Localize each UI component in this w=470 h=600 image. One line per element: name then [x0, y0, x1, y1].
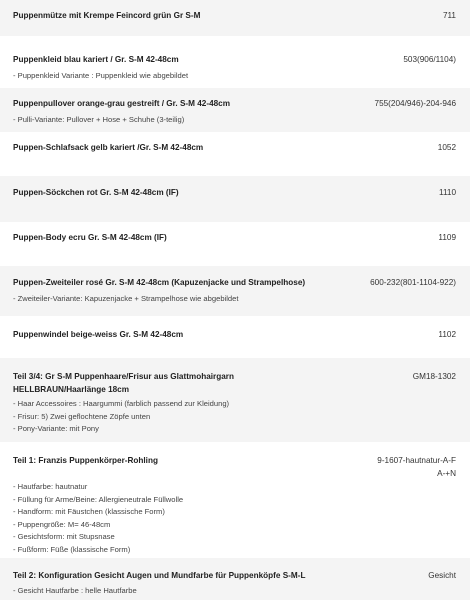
list-item: [0, 316, 470, 358]
item-code: 711: [442, 11, 456, 20]
list-item: [0, 88, 470, 132]
list-item: [0, 176, 470, 222]
item-title: Teil 3/4: Gr S-M Puppenhaare/Frisur aus Glattmohairgarn HELLBRAUN/Haarlänge 18cm: [13, 372, 234, 394]
item-code: 1052: [437, 143, 456, 152]
item-title: Puppenwindel beige-weiss Gr. S-M 42-48cm: [13, 330, 184, 339]
list-item: [0, 358, 470, 442]
item-detail: - Füllung für Arme/Beine: Allergieneutrale Füllwolle: [13, 494, 184, 504]
list-item: [0, 0, 470, 36]
item-detail: - Puppengröße: M= 46-48cm: [13, 519, 111, 529]
list-item: [0, 36, 470, 88]
item-title: Puppen-Schlafsack gelb kariert /Gr. S-M 42-48cm: [13, 143, 204, 152]
list-item: [0, 132, 470, 176]
item-details: [13, 293, 456, 306]
item-details: [13, 114, 456, 127]
item-detail: - Zweiteiler-Variante: Kapuzenjacke + Strampelhose wie abgebildet: [13, 294, 239, 303]
item-code: 755(204/946)-204-946: [374, 99, 456, 108]
item-code: 503(906/1104): [403, 55, 456, 64]
item-title: Puppenkleid blau kariert / Gr. S-M 42-48cm: [13, 55, 179, 64]
item-detail: - Puppenkleid Variante : Puppenkleid wie abgebildet: [13, 71, 189, 80]
item-detail: - Frisur: 5) Zwei geflochtene Zöpfe unten: [13, 411, 151, 421]
list-item: [0, 558, 470, 600]
item-details: [13, 481, 456, 557]
item-detail: - Gesicht Hautfarbe : helle Hautfarbe: [13, 586, 137, 595]
item-details: [13, 70, 456, 83]
item-code: 1110: [439, 188, 456, 197]
item-code: Gesicht: [428, 571, 456, 580]
item-detail: - Pony-Variante: mit Pony: [13, 424, 99, 434]
item-detail: - Fußform: Füße (klassische Form): [13, 544, 131, 554]
item-code: 1109: [438, 233, 456, 242]
item-detail: - Haar Accessoires : Haargummi (farblich passend zur Kleidung): [13, 399, 230, 408]
item-detail: - Hautfarbe: hautnatur: [13, 482, 88, 491]
item-detail: - Handform: mit Fäustchen (klassische Form): [13, 507, 165, 517]
item-code: 600-232(801-1104-922): [370, 278, 456, 287]
item-code: 9-1607-hautnatur-A-FA-+N: [377, 456, 456, 478]
list-item: [0, 266, 470, 316]
item-details: [13, 398, 456, 436]
item-code: GM18-1302: [412, 372, 456, 381]
item-details: [13, 585, 456, 598]
item-title: Puppen-Söckchen rot Gr. S-M 42-48cm (IF): [13, 188, 179, 197]
item-detail: - Gesichtsform: mit Stupsnase: [13, 532, 115, 542]
item-title: Puppenpullover orange-grau gestreift / Gr. S-M 42-48cm: [13, 99, 231, 108]
item-code: 1102: [438, 330, 456, 339]
item-detail: - Pulli-Variante: Pullover + Hose + Schuhe (3-teilig): [13, 115, 185, 124]
item-title: Puppenmütze mit Krempe Feincord grün Gr S-M: [13, 11, 201, 20]
list-item: [0, 222, 470, 266]
item-title: Puppen-Body ecru Gr. S-M 42-48cm (IF): [13, 233, 167, 242]
item-title: Puppen-Zweiteiler rosé Gr. S-M 42-48cm (Kapuzenjacke und Strampelhose): [13, 278, 306, 287]
list-item: [0, 442, 470, 558]
item-title: Teil 2: Konfiguration Gesicht Augen und Mundfarbe für Puppenköpfe S-M-L: [13, 571, 306, 580]
item-title: Teil 1: Franzis Puppenkörper-Rohling: [13, 456, 158, 465]
